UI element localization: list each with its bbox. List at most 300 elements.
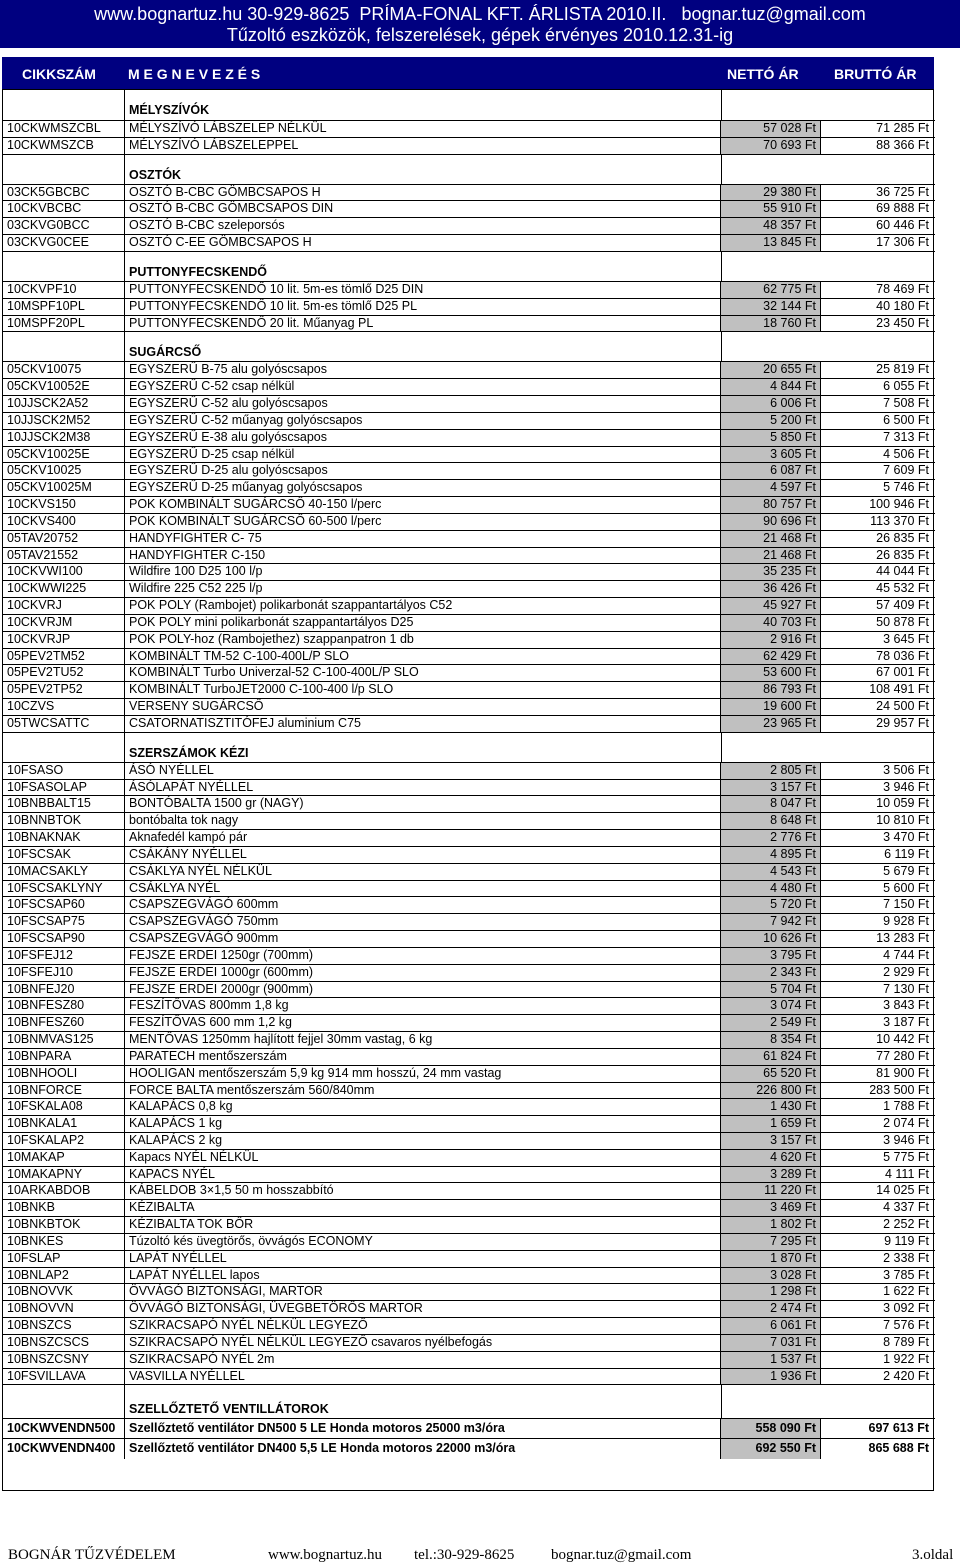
top-banner — [0, 0, 960, 48]
gross-price: 3 946 Ft — [883, 1132, 929, 1147]
gross-price: 60 446 Ft — [876, 218, 929, 233]
table-row — [3, 412, 935, 430]
item-name: FEJSZE ERDEI 1250gr (700mm) — [125, 948, 721, 965]
item-code: 10BNAKNAK — [3, 830, 125, 847]
item-name: CSAPSZEGVÁGÓ 900mm — [125, 931, 721, 948]
table-row — [3, 779, 935, 797]
item-name: KÉZIBALTA — [125, 1200, 721, 1217]
table-row — [3, 120, 935, 138]
gross-price: 2 074 Ft — [883, 1116, 929, 1131]
table-row — [3, 315, 935, 333]
section-title: MÉLYSZÍVÓK — [129, 103, 210, 117]
net-price: 558 090 Ft — [721, 1419, 821, 1439]
net-price: 3 795 Ft — [721, 948, 821, 965]
item-code: 10FSVILLAVA — [3, 1369, 125, 1386]
table-row — [3, 513, 935, 531]
net-price: 226 800 Ft — [721, 1083, 821, 1100]
item-code: 10FSASOLAP — [3, 780, 125, 797]
gross-price: 40 180 Ft — [876, 298, 929, 313]
item-code: 10CKVRJM — [3, 615, 125, 632]
net-price: 20 655 Ft — [721, 362, 821, 379]
item-name: bontóbalta tok nagy — [125, 813, 721, 830]
item-code: 10CZVS — [3, 699, 125, 716]
item-name: CSÁKÁNY NYÉLLEL — [125, 847, 721, 864]
gross-price: 88 366 Ft — [876, 137, 929, 152]
item-code: 10BNLAP2 — [3, 1268, 125, 1285]
table-row — [3, 563, 935, 581]
table-row — [3, 298, 935, 316]
gross-price: 6 055 Ft — [883, 379, 929, 394]
table-row — [3, 1014, 935, 1032]
gross-price: 36 725 Ft — [876, 184, 929, 199]
item-code: 03CKVG0BCC — [3, 218, 125, 235]
item-code: 05TAV20752 — [3, 531, 125, 548]
net-price: 4 620 Ft — [721, 1150, 821, 1167]
table-row — [3, 631, 935, 649]
item-name: PUTTONYFECSKENDŐ 10 lit. 5m-es tömlő D25 PL — [125, 299, 721, 316]
item-name: OSZTÓ B-CBC GÖMBCSAPOS DIN — [125, 201, 721, 218]
net-price: 5 704 Ft — [721, 982, 821, 999]
net-price: 1 936 Ft — [721, 1369, 821, 1386]
gross-price: 3 092 Ft — [883, 1301, 929, 1316]
gross-price: 69 888 Ft — [876, 201, 929, 216]
gross-price: 8 789 Ft — [883, 1334, 929, 1349]
item-name: EGYSZERŰ C-52 csap nélkül — [125, 379, 721, 396]
gross-price: 5 679 Ft — [883, 863, 929, 878]
item-name: KALAPÁCS 2 kg — [125, 1133, 721, 1150]
item-code: 10CKVPF10 — [3, 282, 125, 299]
item-code: 10FSCSAP75 — [3, 914, 125, 931]
item-code: 10JJSCK2M38 — [3, 430, 125, 447]
table-row — [3, 1166, 935, 1184]
table-row — [3, 795, 935, 813]
item-code: 10CKVRJP — [3, 632, 125, 649]
gross-price: 10 810 Ft — [876, 813, 929, 828]
table-row — [3, 479, 935, 497]
table-row — [3, 137, 935, 155]
header-code: CIKKSZÁM — [22, 66, 96, 82]
gross-price: 1 922 Ft — [883, 1351, 929, 1366]
gross-price: 23 450 Ft — [876, 315, 929, 330]
item-code: 10BNFEJ20 — [3, 982, 125, 999]
gross-price: 26 835 Ft — [876, 547, 929, 562]
table-row — [3, 1031, 935, 1049]
gross-price: 7 130 Ft — [883, 981, 929, 996]
net-price: 5 720 Ft — [721, 897, 821, 914]
item-code: 05CKV10025 — [3, 463, 125, 480]
gross-price: 45 532 Ft — [876, 581, 929, 596]
gross-price: 1 788 Ft — [883, 1099, 929, 1114]
banner-line-2: Tűzoltó eszközök, felszerelések, gépek érvényes 2010.12.31-ig — [226, 25, 734, 45]
net-price: 21 468 Ft — [721, 548, 821, 565]
table-row — [3, 1098, 935, 1116]
item-code: 10BNOVVN — [3, 1301, 125, 1318]
net-price: 32 144 Ft — [721, 299, 821, 316]
gross-price: 4 506 Ft — [883, 446, 929, 461]
net-price: 55 910 Ft — [721, 201, 821, 218]
item-code: 10BNNBTOK — [3, 813, 125, 830]
item-code: 10CKVBCBC — [3, 201, 125, 218]
footer-page: 3.oldal — [912, 1547, 954, 1563]
item-name: SZIKRACSAPÓ NYÉL NÉLKÜL LEGYEZŐ csavaros nyélbefogás — [125, 1335, 721, 1352]
table-header — [2, 57, 934, 89]
net-price: 21 468 Ft — [721, 531, 821, 548]
table-row — [3, 1048, 935, 1066]
item-code: 05PEV2TM52 — [3, 649, 125, 666]
item-name: MÉLYSZÍVÓ LÁBSZELEPPEL — [125, 138, 721, 155]
item-code: 10FSCSAP60 — [3, 897, 125, 914]
table-row — [3, 896, 935, 914]
item-name: PARATECH mentőszerszám — [125, 1049, 721, 1066]
net-price: 2 549 Ft — [721, 1015, 821, 1032]
gross-price: 3 645 Ft — [883, 631, 929, 646]
table-row — [3, 913, 935, 931]
net-price: 53 600 Ft — [721, 665, 821, 682]
footer-email: bognar.tuz@gmail.com — [551, 1547, 692, 1563]
table-row — [3, 496, 935, 514]
footer-phone: tel.:30-929-8625 — [414, 1547, 515, 1563]
item-name: HANDYFIGHTER C- 75 — [125, 531, 721, 548]
item-code: 05TAV21552 — [3, 548, 125, 565]
section-heading — [3, 331, 935, 362]
item-code: 10MAKAP — [3, 1150, 125, 1167]
table-row — [3, 361, 935, 379]
net-price: 5 200 Ft — [721, 413, 821, 430]
gross-price: 25 819 Ft — [876, 362, 929, 377]
item-code: 10JJSCK2A52 — [3, 396, 125, 413]
gross-price: 24 500 Ft — [876, 699, 929, 714]
table-row — [3, 846, 935, 864]
table-row — [3, 1300, 935, 1318]
item-name: CSAPSZEGVÁGÓ 750mm — [125, 914, 721, 931]
table-row — [3, 1132, 935, 1150]
item-name: EGYSZERŰ E-38 alu golyóscsapos — [125, 430, 721, 447]
item-code: 10FSFEJ12 — [3, 948, 125, 965]
item-code: 05PEV2TP52 — [3, 682, 125, 699]
gross-price: 10 442 Ft — [876, 1032, 929, 1046]
footer-web: www.bognartuz.hu — [268, 1547, 383, 1563]
gross-price: 26 835 Ft — [876, 530, 929, 545]
table-row — [3, 1082, 935, 1100]
gross-price: 7 609 Ft — [883, 463, 929, 478]
gross-price: 2 252 Ft — [883, 1217, 929, 1232]
item-code: 10BNKBTOK — [3, 1217, 125, 1234]
net-price: 4 480 Ft — [721, 881, 821, 898]
gross-price: 3 470 Ft — [883, 830, 929, 845]
net-price: 62 429 Ft — [721, 649, 821, 666]
item-name: CSÁKLYA NYÉL NÉLKÜL — [125, 864, 721, 881]
gross-price: 78 036 Ft — [876, 648, 929, 663]
table-row — [3, 648, 935, 666]
net-price: 11 220 Ft — [721, 1183, 821, 1200]
item-name: LAPÁT NYÉLLEL lapos — [125, 1268, 721, 1285]
section-title: OSZTÓK — [129, 167, 182, 182]
item-name: HOOLIGAN mentőszerszám 5,9 kg 914 mm hosszú, 24 mm vastag — [125, 1066, 721, 1083]
table-row — [3, 715, 935, 733]
table-row — [3, 429, 935, 447]
table-row — [3, 1317, 935, 1335]
gross-price: 9 928 Ft — [883, 914, 929, 929]
item-code: 10FSCSAP90 — [3, 931, 125, 948]
net-price: 7 295 Ft — [721, 1234, 821, 1251]
section-title: SZERSZÁMOK KÉZI — [129, 745, 249, 760]
table-row — [3, 964, 935, 982]
item-code: 10FSFEJ10 — [3, 965, 125, 982]
net-price: 1 298 Ft — [721, 1284, 821, 1301]
net-price: 65 520 Ft — [721, 1066, 821, 1083]
net-price: 45 927 Ft — [721, 598, 821, 615]
gross-price: 4 111 Ft — [884, 1166, 929, 1181]
item-name: KOMBINÁLT TurboJET2000 C-100-400 l/p SLO — [125, 682, 721, 699]
section-heading — [3, 154, 935, 185]
net-price: 1 870 Ft — [721, 1251, 821, 1268]
section-title: SZELLŐZTETŐ VENTILLÁTOROK — [129, 1402, 329, 1417]
item-name: OSZTÓ B-CBC szeleporsós — [125, 218, 721, 235]
table-row — [3, 234, 935, 252]
item-code: 05CKV10025M — [3, 480, 125, 497]
item-name: OSZTÓ C-EE GÖMBCSAPOS H — [125, 235, 721, 252]
item-name: EGYSZERŰ D-25 csap nélkül — [125, 447, 721, 464]
net-price: 1 537 Ft — [721, 1352, 821, 1369]
section-heading — [3, 1384, 935, 1419]
table-row — [3, 217, 935, 235]
item-name: POK POLY (Rambojet) polikarbonát szappantartályos C52 — [125, 598, 721, 615]
item-name: SZIKRACSAPÓ NYÉL NÉLKÜL LEGYEZŐ — [125, 1318, 721, 1335]
item-code: 10CKVS150 — [3, 497, 125, 514]
item-code: 10BNFORCE — [3, 1083, 125, 1100]
gross-price: 57 409 Ft — [876, 598, 929, 613]
item-code: 10CKVS400 — [3, 514, 125, 531]
gross-price: 3 187 Ft — [883, 1015, 929, 1030]
net-price: 62 775 Ft — [721, 282, 821, 299]
table-row — [3, 580, 935, 598]
item-name: CSAPSZEGVÁGÓ 600mm — [125, 897, 721, 914]
item-name: EGYSZERŰ D-25 alu golyóscsapos — [125, 463, 721, 480]
item-code: 10MACSAKLY — [3, 864, 125, 881]
item-name: KALAPÁCS 0,8 kg — [125, 1099, 721, 1116]
gross-price: 3 946 Ft — [883, 779, 929, 794]
gross-price: 5 746 Ft — [883, 480, 929, 495]
net-price: 692 550 Ft — [721, 1439, 821, 1459]
table-row — [3, 547, 935, 565]
gross-price: 13 283 Ft — [876, 931, 929, 946]
item-code: 10FSCSAKLYNY — [3, 881, 125, 898]
net-price: 2 805 Ft — [721, 763, 821, 780]
table-row — [3, 1351, 935, 1369]
table-row — [3, 981, 935, 999]
item-code: 10FSASO — [3, 763, 125, 780]
item-code: 10CKWMSZCB — [3, 138, 125, 155]
table-row — [3, 378, 935, 396]
gross-price: 50 878 Ft — [876, 614, 929, 629]
table-row — [3, 597, 935, 615]
item-name: KAPACS NYÉL — [125, 1167, 721, 1184]
net-price: 3 605 Ft — [721, 447, 821, 464]
item-code: 10BNOVVK — [3, 1284, 125, 1301]
item-name: FESZÍTŐVAS 600 mm 1,2 kg — [125, 1015, 721, 1032]
section-heading — [3, 90, 935, 120]
net-price: 80 757 Ft — [721, 497, 821, 514]
table-row — [3, 1283, 935, 1301]
table-row — [3, 762, 935, 780]
table-row — [3, 1233, 935, 1251]
gross-price: 3 843 Ft — [883, 998, 929, 1013]
item-code: 10CKVRJ — [3, 598, 125, 615]
section-title: SUGÁRCSŐ — [129, 345, 202, 360]
table-row — [3, 880, 935, 898]
net-price: 8 047 Ft — [721, 796, 821, 813]
item-name: FORCE BALTA mentőszerszám 560/840mm — [125, 1083, 721, 1100]
net-price: 1 659 Ft — [721, 1116, 821, 1133]
item-name: KOMBINÁLT Turbo Univerzal-52 C-100-400L/P SLO — [125, 665, 721, 682]
item-code: 10MAKAPNY — [3, 1167, 125, 1184]
table-row — [3, 1334, 935, 1352]
gross-price: 2 338 Ft — [883, 1250, 929, 1265]
item-code: 10BNKES — [3, 1234, 125, 1251]
table-row — [3, 947, 935, 965]
item-code: 10BNMVAS125 — [3, 1032, 125, 1049]
net-price: 6 006 Ft — [721, 396, 821, 413]
table-row — [3, 1216, 935, 1234]
net-price: 4 895 Ft — [721, 847, 821, 864]
item-name: KÉZIBALTA TOK BŐR — [125, 1217, 721, 1234]
net-price: 8 648 Ft — [721, 813, 821, 830]
gross-price: 7 576 Ft — [883, 1318, 929, 1333]
item-name: POK KOMBINÁLT SUGÁRCSŐ 40-150 l/perc — [125, 497, 721, 514]
table-row — [3, 184, 935, 202]
item-name: ÁSÓ NYÉLLEL — [125, 763, 721, 780]
item-name: Szellőztető ventilátor DN400 5,5 LE Honda motoros 22000 m3/óra — [125, 1439, 721, 1459]
table-row — [3, 1438, 935, 1459]
section-heading — [3, 732, 935, 763]
item-name: EGYSZERŰ C-52 alu golyóscsapos — [125, 396, 721, 413]
item-name: MÉLYSZÍVÓ LÁBSZELEP NÉLKÜL — [125, 121, 721, 138]
item-name: EGYSZERŰ C-52 műanyag golyóscsapos — [125, 413, 721, 430]
gross-price: 17 306 Ft — [876, 235, 929, 250]
item-code: 03CKVG0CEE — [3, 235, 125, 252]
gross-price: 283 500 Ft — [869, 1082, 929, 1097]
table-row — [3, 698, 935, 716]
item-name: FEJSZE ERDEI 2000gr (900mm) — [125, 982, 721, 999]
net-price: 7 942 Ft — [721, 914, 821, 931]
table-row — [3, 446, 935, 464]
item-name: CSÁKLYA NYÉL — [125, 881, 721, 898]
gross-price: 108 491 Ft — [869, 682, 929, 697]
gross-price: 2 420 Ft — [883, 1368, 929, 1383]
gross-price: 865 688 Ft — [868, 1441, 929, 1456]
gross-price: 6 500 Ft — [883, 412, 929, 427]
gross-price: 67 001 Ft — [876, 665, 929, 680]
gross-price: 1 622 Ft — [883, 1284, 929, 1299]
item-name: ÖVVÁGÓ BIZTONSÁGI, MARTOR — [125, 1284, 721, 1301]
gross-price: 7 313 Ft — [883, 429, 929, 444]
net-price: 13 845 Ft — [721, 235, 821, 252]
net-price: 3 157 Ft — [721, 1133, 821, 1150]
net-price: 29 380 Ft — [721, 185, 821, 202]
item-code: 10BNKB — [3, 1200, 125, 1217]
table-row — [3, 1182, 935, 1200]
net-price: 2 474 Ft — [721, 1301, 821, 1318]
item-code: 03CK5GBCBC — [3, 185, 125, 202]
table-row — [3, 863, 935, 881]
item-name: FEJSZE ERDEI 1000gr (600mm) — [125, 965, 721, 982]
item-name: EGYSZERŰ B-75 alu golyóscsapos — [125, 362, 721, 379]
net-price: 3 289 Ft — [721, 1167, 821, 1184]
item-code: 05CKV10025E — [3, 447, 125, 464]
gross-price: 113 370 Ft — [870, 513, 929, 528]
price-table — [2, 89, 934, 1491]
gross-price: 9 119 Ft — [884, 1233, 929, 1248]
item-name: KALAPÁCS 1 kg — [125, 1116, 721, 1133]
net-price: 10 626 Ft — [721, 931, 821, 948]
table-row — [3, 1199, 935, 1217]
item-code: 10CKWWI225 — [3, 581, 125, 598]
gross-price: 4 744 Ft — [883, 947, 929, 962]
item-name: FESZÍTŐVAS 800mm 1,8 kg — [125, 998, 721, 1015]
net-price: 7 031 Ft — [721, 1335, 821, 1352]
header-net: NETTÓ ÁR — [727, 66, 799, 82]
net-price: 6 087 Ft — [721, 463, 821, 480]
item-name: VASVILLA NYÉLLEL — [125, 1369, 721, 1386]
gross-price: 4 337 Ft — [883, 1200, 929, 1215]
table-row — [3, 1267, 935, 1285]
gross-price: 29 957 Ft — [876, 715, 929, 730]
item-name: POK POLY mini polikarbonát szappantartályos D25 — [125, 615, 721, 632]
item-name: BONTÓBALTA 1500 gr (NAGY) — [125, 796, 721, 813]
net-price: 3 469 Ft — [721, 1200, 821, 1217]
item-code: 10CKWVENDN400 — [3, 1439, 125, 1459]
net-price: 90 696 Ft — [721, 514, 821, 531]
item-name: Wildfire 225 C52 225 l/p — [125, 581, 721, 598]
item-name: CSATORNATISZTITÓFEJ aluminium C75 — [125, 716, 721, 733]
item-code: 10BNPARA — [3, 1049, 125, 1066]
gross-price: 697 613 Ft — [868, 1421, 929, 1436]
item-name: POK KOMBINÁLT SUGÁRCSŐ 60-500 l/perc — [125, 514, 721, 531]
item-code: 10BNSZCSNY — [3, 1352, 125, 1369]
net-price: 1 802 Ft — [721, 1217, 821, 1234]
net-price: 4 597 Ft — [721, 480, 821, 497]
table-row — [3, 1149, 935, 1167]
table-row — [3, 1368, 935, 1386]
section-title: PUTTONYFECSKENDŐ — [129, 264, 267, 279]
net-price: 40 703 Ft — [721, 615, 821, 632]
gross-price: 3 506 Ft — [883, 762, 929, 777]
gross-price: 10 059 Ft — [876, 796, 929, 811]
item-name: VERSENY SUGÁRCSŐ — [125, 699, 721, 716]
net-price: 2 343 Ft — [721, 965, 821, 982]
table-row — [3, 1250, 935, 1268]
item-name: ÁSÓLAPÁT NYÉLLEL — [125, 780, 721, 797]
net-price: 4 844 Ft — [721, 379, 821, 396]
item-code: 05TWCSATTC — [3, 716, 125, 733]
item-code: 10BNHOOLI — [3, 1066, 125, 1083]
item-name: HANDYFIGHTER C-150 — [125, 548, 721, 565]
net-price: 3 074 Ft — [721, 998, 821, 1015]
table-row — [3, 664, 935, 682]
item-code: 10CKWMSZCBL — [3, 121, 125, 138]
net-price: 2 776 Ft — [721, 830, 821, 847]
table-row — [3, 530, 935, 548]
item-name: KOMBINÁLT TM-52 C-100-400L/P SLO — [125, 649, 721, 666]
gross-price: 2 929 Ft — [883, 964, 929, 979]
item-name: PUTTONYFECSKENDŐ 20 lit. Műanyag PL — [125, 316, 721, 333]
gross-price: 71 285 Ft — [876, 121, 929, 135]
net-price: 4 543 Ft — [721, 864, 821, 881]
item-code: 10BNKALA1 — [3, 1116, 125, 1133]
net-price: 5 850 Ft — [721, 430, 821, 447]
item-code: 05CKV10075 — [3, 362, 125, 379]
net-price: 6 061 Ft — [721, 1318, 821, 1335]
